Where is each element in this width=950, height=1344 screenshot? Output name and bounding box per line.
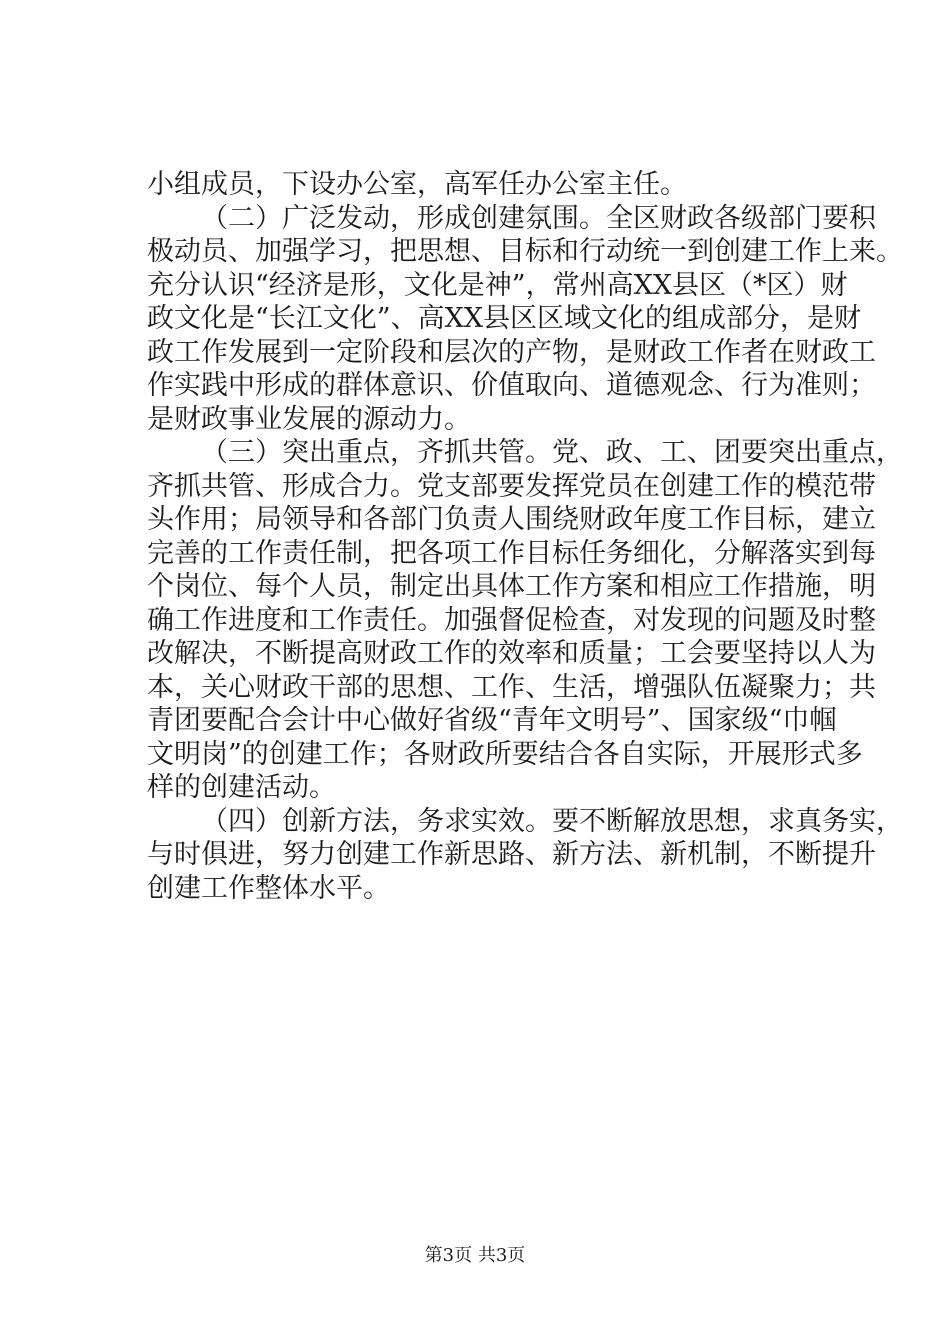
text-line: （二）广泛发动，形成创建氛围。全区财政各级部门要积 [201,202,876,234]
text-line: 本，关心财政干部的思想、工作、生活，增强队伍凝聚力；共 [147,671,876,703]
text-line: 青团要配合会计中心做好省级“青年文明号”、国家级“巾帼 [147,705,837,736]
text-line: 样的创建活动。 [147,772,336,803]
text-line: 极动员、加强学习，把思想、目标和行动统一到创建工作上来。 [147,236,903,267]
text-line: 与时俱进，努力创建工作新思路、新方法、新机制，不断提升 [147,839,876,870]
text-line: 改解决，不断提高财政工作的效率和质量；工会要坚持以人为 [147,638,876,669]
document-body [147,168,903,905]
text-line: （三）突出重点，齐抓共管。党、政、工、团要突出重点， [201,437,903,468]
text-line: 创建工作整体水平。 [147,872,390,904]
text-line: 小组成员，下设办公室，高军任办公室主任。 [147,169,687,200]
text-line: 充分认识“经济是形，文化是神”，常州高XX县区（*区）财 [147,269,848,301]
text-line: 确工作进度和工作责任。加强督促检查，对发现的问题及时整 [147,604,876,636]
text-line: 头作用；局领导和各部门负责人围绕财政年度工作目标，建立 [147,504,876,535]
text-line: 完善的工作责任制，把各项工作目标任务细化，分解落实到每 [147,537,876,569]
text-line: 政工作发展到一定阶段和层次的产物，是财政工作者在财政工 [147,336,876,368]
text-line: 是财政事业发展的源动力。 [147,403,471,435]
text-line: 个岗位、每个人员，制定出具体工作方案和相应工作措施，明 [147,571,876,602]
text-line: （四）创新方法，务求实效。要不断解放思想，求真务实， [201,805,903,837]
text-line: 作实践中形成的群体意识、价值取向、道德观念、行为准则； [147,370,876,401]
text-line: 政文化是“长江文化”、高XX县区区域文化的组成部分，是财 [147,303,862,334]
text-line: 齐抓共管、形成合力。党支部要发挥党员在创建工作的模范带 [147,470,876,502]
page-number-footer: 第3页 共3页 [424,1245,526,1266]
text-line: 文明岗”的创建工作；各财政所要结合各自实际，开展形式多 [147,738,863,770]
